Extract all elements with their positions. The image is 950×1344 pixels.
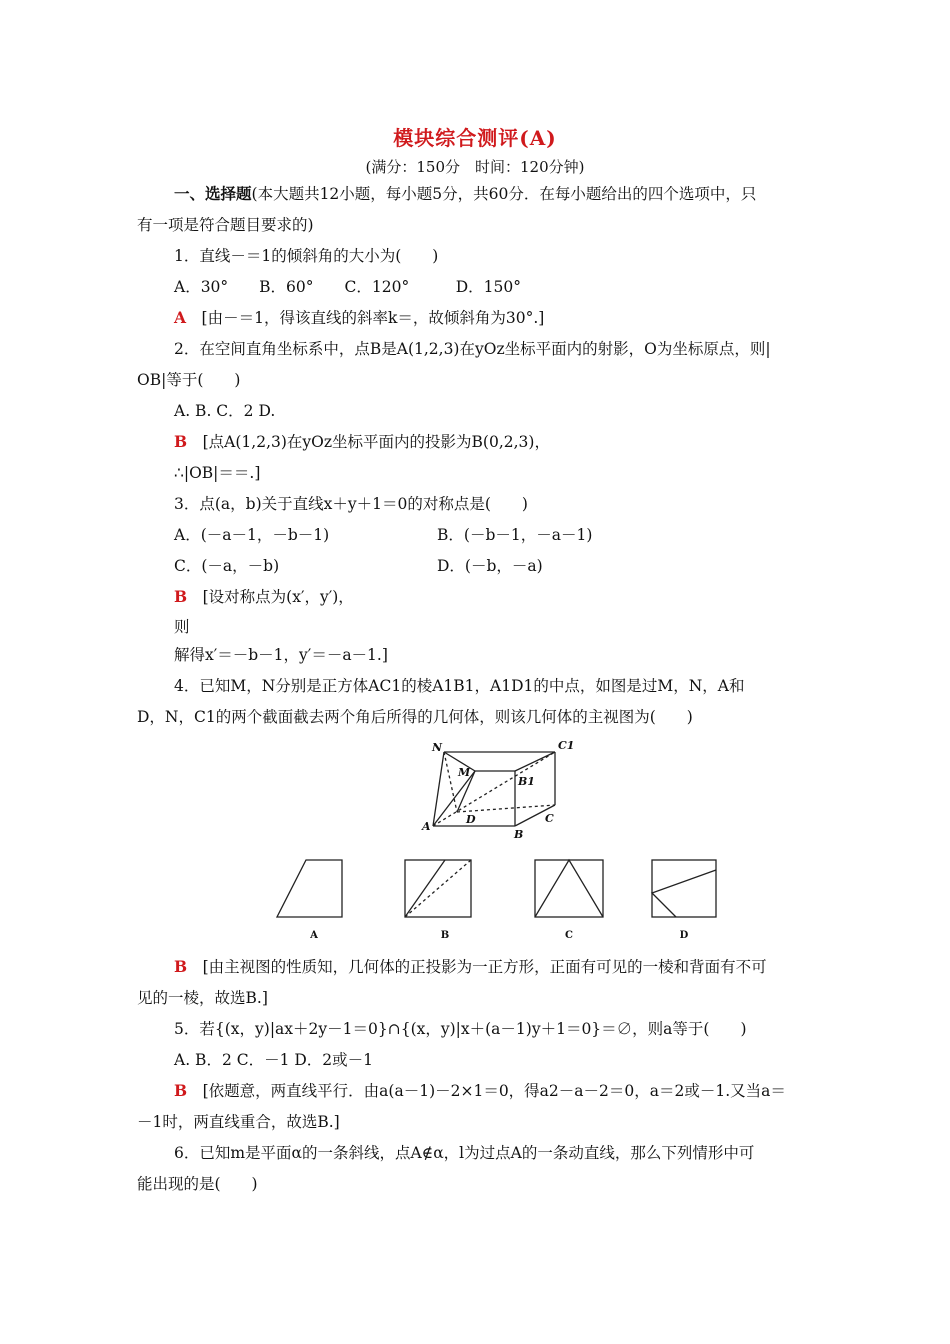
fig-label-b: B: [514, 828, 524, 841]
fig-label-b1: B1: [518, 775, 535, 788]
q1-options: A．30° B．60° C．120° D．150°: [174, 278, 521, 296]
q3-option-b: B．(－b－1，－a－1): [437, 526, 593, 544]
fig-label-d: D: [466, 813, 476, 826]
view-d-edges: [652, 870, 716, 917]
q2-stem-2: OB|等于( ): [137, 371, 241, 389]
q4-explanation-2: 见的一棱，故选B.]: [137, 989, 268, 1007]
view-choice-d: [652, 860, 716, 917]
q2-explanation-1: [点A(1,2,3)在yOz坐标平面内的投影为B(0,2,3)，: [202, 433, 550, 451]
view-b-hidden-edge: [405, 860, 471, 917]
choice-label-c: C: [565, 930, 573, 941]
q5-explanation-2: －1时，两直线重合，故选B.]: [137, 1113, 340, 1131]
q6-stem-1: 6．已知m是平面α的一条斜线，点A∉α，l为过点A的一条动直线，那么下列情形中可: [174, 1144, 755, 1162]
q3-answer: B: [174, 587, 188, 606]
q1-answer: A: [174, 308, 187, 327]
q4-stem-2: D，N，C1的两个截面截去两个角后所得的几何体，则该几何体的主视图为( ): [137, 708, 693, 726]
section-label: 一、选择题: [174, 184, 252, 203]
q5-options: A. B．2 C．－1 D．2或－1: [174, 1051, 374, 1069]
q6-stem-2: 能出现的是( ): [137, 1175, 258, 1193]
choice-label-a: A: [310, 930, 318, 941]
view-choice-a: [277, 860, 342, 917]
fig-label-m: M: [458, 766, 471, 779]
choice-label-d: D: [679, 930, 689, 941]
q5-stem: 5．若{(x，y)|ax＋2y－1＝0}∩{(x，y)|x＋(a－1)y＋1＝0}＝∅，则a等于( ): [174, 1020, 747, 1038]
q3-explanation-2: 则: [174, 618, 190, 636]
page-subtitle: (满分：150分 时间：120分钟): [365, 158, 585, 176]
q1-stem: 1．直线－＝1的倾斜角的大小为( ): [174, 247, 439, 265]
fig-label-a: A: [422, 820, 431, 833]
edge-b1-c1: [515, 752, 555, 771]
q4-answer: B: [174, 957, 188, 976]
q5-answer-line: [0, 1080, 950, 1102]
view-b-edge: [405, 860, 445, 917]
q5-explanation-1: [依题意，两直线平行．由a(a－1)－2×1＝0，得a2－a－2＝0，a＝2或－1.又当a＝: [202, 1082, 786, 1100]
view-choice-c: [535, 860, 603, 917]
q4-stem-1: 4．已知M，N分别是正方体AC1的棱A1B1，A1D1的中点，如图是过M，N，A和: [174, 677, 745, 695]
q4-explanation-1: [由主视图的性质知，几何体的正投影为一正方形，正面有可见的一棱和背面有不可: [202, 958, 767, 976]
q3-explanation-3: 解得x′＝－b－1，y′＝－a－1.]: [174, 646, 388, 664]
fig-label-n: N: [432, 741, 443, 754]
edge-a-n: [433, 752, 444, 826]
fig-label-c1: C1: [558, 739, 575, 752]
q3-stem: 3．点(a，b)关于直线x＋y＋1＝0的对称点是( ): [174, 495, 528, 513]
q3-option-a: A．(－a－1，－b－1): [174, 526, 330, 544]
q2-explanation-2: ∴|OB|＝＝.]: [174, 464, 261, 482]
fig-label-c: C: [545, 812, 554, 825]
section-desc-2: 有一项是符合题目要求的): [137, 216, 314, 234]
q3-option-c: C．(－a，－b): [174, 557, 280, 575]
page-title: 模块综合测评(A): [393, 126, 557, 150]
q3-explanation-1: [设对称点为(x′，y′)，: [202, 588, 354, 606]
q2-answer: B: [174, 432, 188, 451]
solid-figure: [433, 752, 555, 826]
q4-answer-line: [0, 956, 950, 978]
q1-explanation: [由－＝1，得该直线的斜率k＝，故倾斜角为30°.]: [201, 309, 545, 327]
q2-options: A. B. C．2 D.: [174, 402, 276, 420]
choice-label-b: B: [440, 930, 450, 941]
q5-answer: B: [174, 1081, 188, 1100]
hidden-edge-d-c: [457, 805, 555, 812]
view-c-edges: [535, 860, 603, 917]
q2-stem-1: 2．在空间直角坐标系中，点B是A(1,2,3)在yOz坐标平面内的射影，O为坐标原点，则|: [174, 340, 771, 358]
section-desc-1: (本大题共12小题，每小题5分，共60分．在每小题给出的四个选项中，只: [251, 185, 757, 203]
q3-option-d: D．(－b，－a): [437, 557, 543, 575]
